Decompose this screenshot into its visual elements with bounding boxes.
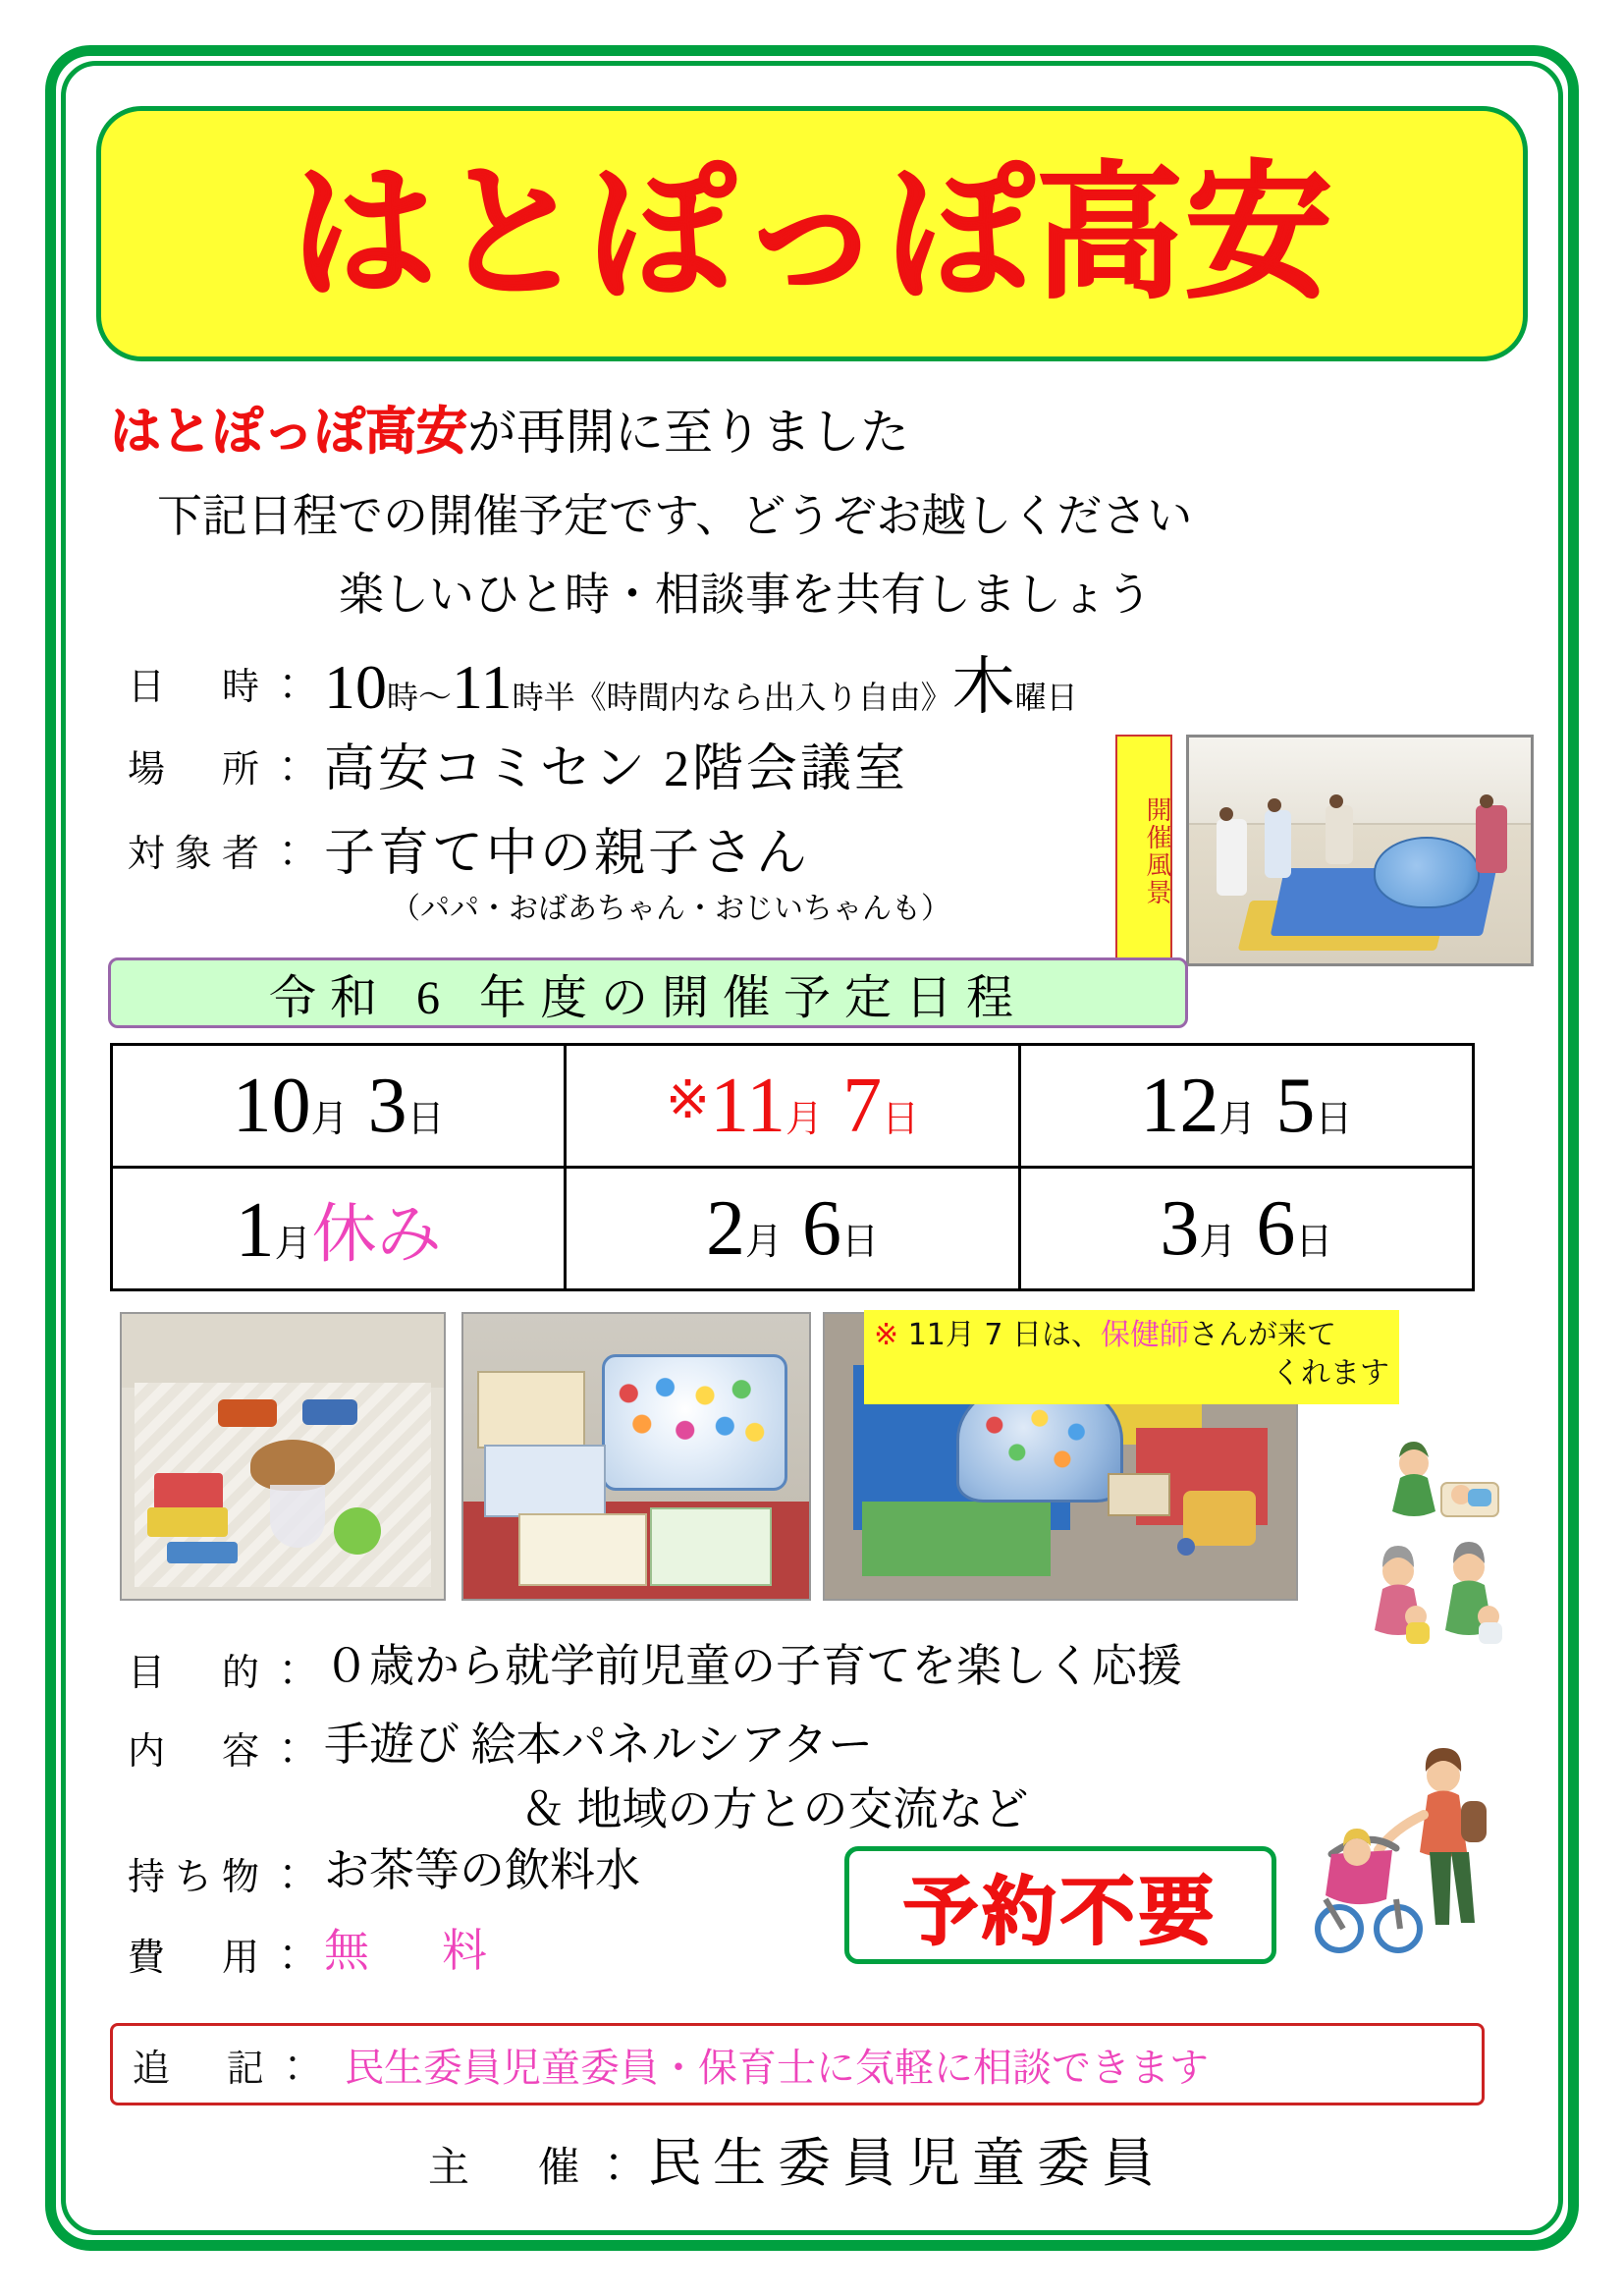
- note-line2: くれます: [1272, 1356, 1389, 1391]
- month-unit: 月: [274, 1224, 312, 1265]
- month-number: 11: [710, 1062, 786, 1149]
- note-tail: さんが来て: [1189, 1318, 1337, 1352]
- datetime-note: 《時間内なら出入り自由》: [574, 680, 952, 715]
- place-value: 高安コミセン 2階会議室: [324, 741, 909, 797]
- postscript-label: 追 記：: [133, 2048, 322, 2090]
- month-number: 2: [705, 1184, 745, 1272]
- day-number: 3: [367, 1062, 407, 1149]
- target-value: 子育て中の親子さん: [324, 826, 811, 882]
- month-unit: 月: [785, 1098, 824, 1140]
- table-row: [112, 1168, 1474, 1290]
- place-label: 場 所：: [128, 749, 317, 791]
- month-number: 10: [232, 1062, 311, 1149]
- day-unit: 日: [882, 1098, 920, 1140]
- schedule-cell-5: [566, 1168, 1019, 1290]
- fee-value: 無 料: [324, 1926, 501, 1976]
- target-label: 対象者：: [128, 834, 317, 875]
- page-title: はとぽっぽ高安: [289, 148, 1334, 319]
- month-number: 12: [1140, 1062, 1219, 1149]
- schedule-cell-1: [112, 1045, 566, 1168]
- lead-rest: が再開に至りました: [467, 405, 910, 460]
- title-banner: [96, 106, 1528, 361]
- star-marker: ※: [665, 1069, 711, 1129]
- datetime-unit-start: 時: [387, 680, 419, 715]
- day-unit: 日: [1315, 1098, 1353, 1140]
- month-number: 3: [1160, 1184, 1200, 1272]
- organizer-value: 民生委員児童委員: [648, 2134, 1166, 2193]
- mother-stroller-icon: [1306, 1736, 1522, 1992]
- schedule-table: [110, 1043, 1475, 1291]
- datetime-hour-end: 11: [452, 652, 513, 722]
- organizer-line: [110, 2121, 1485, 2197]
- content-value-2: ＆ 地域の方との交流など: [520, 1784, 1029, 1834]
- picture-books-photo: [461, 1312, 811, 1601]
- table-row: [112, 1045, 1474, 1168]
- content-value: 手遊び 絵本パネルシアター: [324, 1720, 874, 1770]
- day-number: 6: [1256, 1184, 1296, 1272]
- target-subnote: （パパ・おばあちゃん・おじいちゃんも）: [391, 893, 950, 925]
- photo-caption-vertical: 開催風景: [1115, 735, 1172, 960]
- month-unit: 月: [744, 1221, 783, 1263]
- note-date: 11月 7 日は、: [907, 1318, 1102, 1352]
- datetime-label: 日 時：: [128, 667, 317, 708]
- organizer-label: 主 催：: [427, 2146, 648, 2191]
- day-unit: 日: [1295, 1221, 1333, 1263]
- lead-line-3: 楽しいひと時・相談事を共有しましょう: [339, 570, 1152, 620]
- family-illustration-icon: [1355, 1424, 1522, 1679]
- datetime-weekday-unit: 曜日: [1014, 680, 1078, 715]
- month-unit: 月: [1218, 1098, 1257, 1140]
- note-person: 保健師: [1101, 1318, 1190, 1352]
- lead-highlight: はとぽっぽ高安: [110, 403, 468, 462]
- event-scene-photo: [1186, 735, 1534, 966]
- bring-value: お茶等の飲料水: [324, 1845, 640, 1895]
- day-number: 5: [1275, 1062, 1316, 1149]
- day-unit: 日: [840, 1221, 879, 1263]
- stroller-clipart: [1306, 1736, 1522, 1992]
- note-star: ※: [874, 1318, 899, 1352]
- schedule-cell-6: [1019, 1168, 1473, 1290]
- purpose-label: 目 的：: [128, 1653, 317, 1694]
- datetime-tilde: 〜: [418, 680, 453, 716]
- lead-line-2: 下記日程での開催予定です、どうぞお越しください: [157, 491, 1193, 541]
- lead-line-1: [110, 405, 1386, 461]
- purpose-value: ０歳から就学前児童の子育てを楽しく応援: [324, 1641, 1182, 1691]
- datetime-unit-end: 時半: [512, 680, 575, 715]
- no-reservation-badge: [844, 1846, 1276, 1964]
- fee-label: 費 用：: [128, 1938, 317, 1979]
- day-unit: 日: [406, 1098, 445, 1140]
- month-number: 1: [235, 1187, 275, 1274]
- toys-room-photo: [120, 1312, 446, 1601]
- day-number: 7: [842, 1062, 883, 1149]
- day-number: 6: [801, 1184, 841, 1272]
- month-unit: 月: [1199, 1221, 1237, 1263]
- postscript-box: [110, 2023, 1485, 2105]
- schedule-cell-2: [566, 1045, 1019, 1168]
- datetime-hour-start: 10: [324, 652, 387, 722]
- schedule-cell-4: [112, 1168, 566, 1290]
- schedule-heading: 令和 6 年度の開催予定日程: [108, 957, 1188, 1028]
- datetime-value: [324, 636, 1078, 727]
- family-clipart: [1355, 1424, 1522, 1679]
- schedule-cell-3: [1019, 1045, 1473, 1168]
- datetime-weekday: 木: [951, 652, 1015, 722]
- month-unit: 月: [310, 1098, 349, 1140]
- closed-label: 休み: [311, 1199, 442, 1271]
- content-label: 内 容：: [128, 1731, 317, 1773]
- no-reservation-text: 予約不要: [903, 1867, 1218, 1955]
- bring-label: 持ち物：: [128, 1857, 317, 1898]
- health-nurse-note: [864, 1310, 1399, 1404]
- postscript-value: 民生委員児童委員・保育士に気軽に相談できます: [345, 2045, 1210, 2090]
